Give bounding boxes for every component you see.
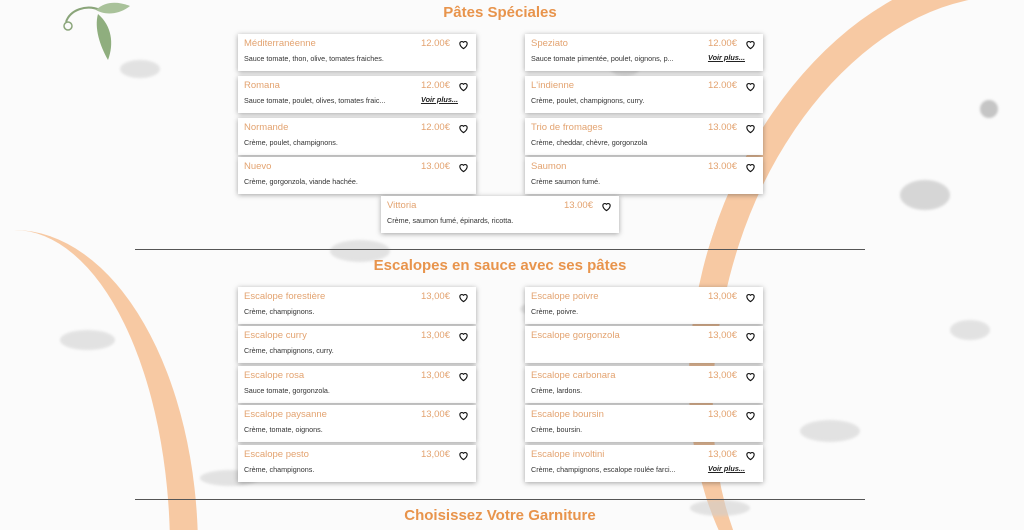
item-name: Speziato [531,38,568,49]
item-price: 13,00€ [420,449,450,460]
item-description: Sauce tomate, gorgonzola. [244,386,330,395]
heart-outline-icon[interactable] [458,292,469,303]
menu-item-card[interactable] [525,405,763,442]
heart-outline-icon[interactable] [458,81,469,92]
heart-outline-icon[interactable] [458,410,469,421]
section-divider [135,499,865,500]
item-price: 13,00€ [707,330,737,341]
item-price: 13.00€ [420,161,450,172]
item-name: Vittoria [387,200,417,211]
item-name: Normande [244,122,289,133]
item-name: L'indienne [531,80,575,91]
item-price: 12.00€ [420,122,450,133]
item-price: 13,00€ [420,291,450,302]
item-name: Saumon [531,161,567,172]
menu-item-card[interactable] [381,196,619,233]
item-name: Escalope rosa [244,370,305,381]
item-description: Crème saumon fumé. [531,177,601,186]
item-price: 13,00€ [707,370,737,381]
item-description: Crème, saumon fumé, épinards, ricotta. [387,216,514,225]
heart-outline-icon[interactable] [458,371,469,382]
section-title-garniture: Choisissez Votre Garniture [404,507,596,524]
item-price: 13,00€ [420,370,450,381]
menu-item-card[interactable] [238,287,476,324]
item-price: 13,00€ [707,449,737,460]
heart-outline-icon[interactable] [745,123,756,134]
item-name: Escalope carbonara [531,370,616,381]
item-description: Crème, champignons. [244,465,315,474]
menu-item-card[interactable] [525,118,763,155]
item-price: 13.00€ [563,200,593,211]
item-name: Escalope pesto [244,449,309,460]
item-description: Crème, gorgonzola, viande hachée. [244,177,358,186]
heart-outline-icon[interactable] [458,162,469,173]
menu-item-card[interactable] [238,326,476,363]
item-name: Escalope boursin [531,409,604,420]
item-name: Escalope forestière [244,291,326,302]
menu-item-card[interactable] [525,76,763,113]
item-description: Crème, poulet, champignons, curry. [531,96,645,105]
menu-item-card[interactable] [525,34,763,71]
heart-outline-icon[interactable] [458,450,469,461]
item-description: Crème, poulet, champignons. [244,138,338,147]
menu-item-card[interactable] [238,366,476,403]
item-description: Crème, champignons, escalope roulée farci... [531,465,676,474]
section-title-pates: Pâtes Spéciales [443,4,557,21]
menu-item-card[interactable] [238,118,476,155]
section-divider [135,249,865,250]
item-name: Nuevo [244,161,272,172]
heart-outline-icon[interactable] [458,123,469,134]
item-price: 13.00€ [707,161,737,172]
menu-item-card[interactable] [238,157,476,194]
menu-item-card[interactable] [238,76,476,113]
see-more-link[interactable]: Voir plus... [707,464,745,473]
heart-outline-icon[interactable] [458,39,469,50]
item-price: 13,00€ [707,291,737,302]
see-more-link[interactable]: Voir plus... [420,95,458,104]
item-name: Romana [244,80,280,91]
item-name: Escalope curry [244,330,307,341]
menu-item-card[interactable] [525,366,763,403]
menu-item-card[interactable] [525,326,763,363]
item-price: 12.00€ [420,80,450,91]
item-price: 13.00€ [707,122,737,133]
item-name: Trio de fromages [531,122,603,133]
item-name: Escalope paysanne [244,409,327,420]
item-price: 13,00€ [420,330,450,341]
item-description: Sauce tomate, poulet, olives, tomates fraic... [244,96,386,105]
item-description: Crème, cheddar, chèvre, gorgonzola [531,138,648,147]
item-description: Crème, tomate, oignons. [244,425,323,434]
heart-outline-icon[interactable] [745,410,756,421]
menu-item-card[interactable] [238,34,476,71]
item-price: 12.00€ [420,38,450,49]
heart-outline-icon[interactable] [601,201,612,212]
item-price: 13,00€ [707,409,737,420]
item-name: Escalope gorgonzola [531,330,620,341]
menu-item-card[interactable] [525,445,763,482]
menu-item-card[interactable] [238,405,476,442]
heart-outline-icon[interactable] [745,162,756,173]
item-name: Escalope involtini [531,449,605,460]
item-description: Sauce tomate pimentée, poulet, oignons, p... [531,54,674,63]
heart-outline-icon[interactable] [745,81,756,92]
item-description: Crème, poivre. [531,307,579,316]
heart-outline-icon[interactable] [745,292,756,303]
item-description: Crème, champignons, curry. [244,346,334,355]
item-name: Méditerranéenne [244,38,316,49]
item-price: 12.00€ [707,38,737,49]
heart-outline-icon[interactable] [458,331,469,342]
item-description: Crème, lardons. [531,386,583,395]
item-price: 12.00€ [707,80,737,91]
menu-item-card[interactable] [525,157,763,194]
item-price: 13,00€ [420,409,450,420]
menu-item-card[interactable] [238,445,476,482]
item-description: Crème, boursin. [531,425,583,434]
heart-outline-icon[interactable] [745,371,756,382]
heart-outline-icon[interactable] [745,450,756,461]
menu-item-card[interactable] [525,287,763,324]
section-title-escalopes: Escalopes en sauce avec ses pâtes [373,257,627,274]
see-more-link[interactable]: Voir plus... [707,53,745,62]
item-description: Crème, champignons. [244,307,315,316]
item-description: Sauce tomate, thon, olive, tomates fraiches. [244,54,384,63]
heart-outline-icon[interactable] [745,39,756,50]
item-name: Escalope poivre [531,291,599,302]
heart-outline-icon[interactable] [745,331,756,342]
